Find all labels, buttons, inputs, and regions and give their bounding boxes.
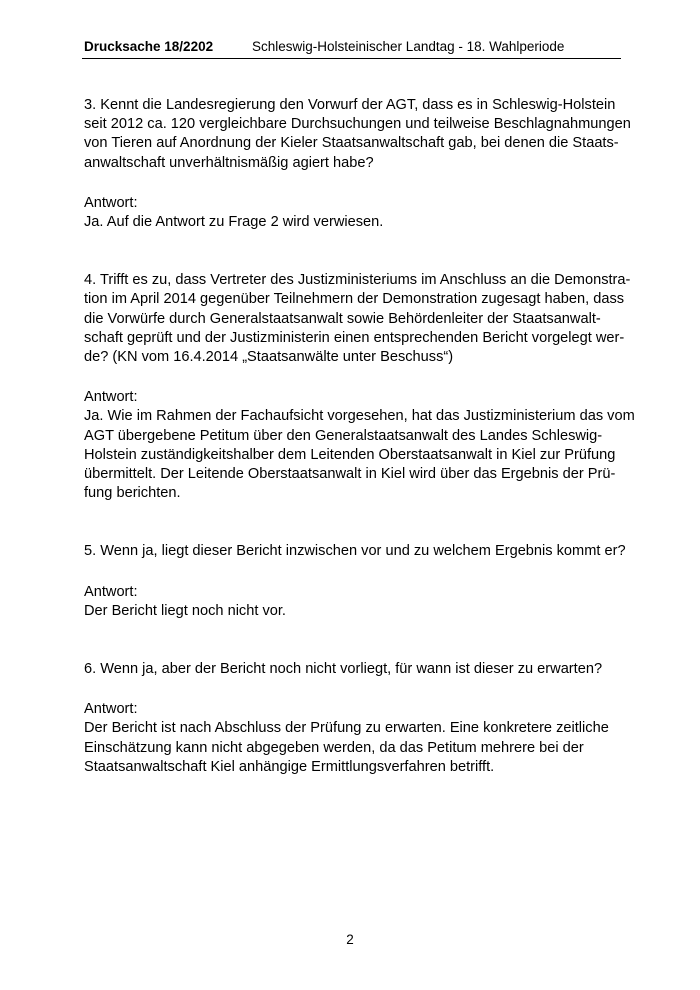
answer-line: Ja. Wie im Rahmen der Fachaufsicht vorgesehen, hat das Justizministerium das vom <box>84 408 635 425</box>
answer-3 <box>84 194 624 232</box>
answer-line: Der Bericht liegt noch nicht vor. <box>84 602 286 619</box>
page-header <box>82 36 621 59</box>
answer-6 <box>84 700 624 777</box>
answer-label: Antwort: <box>84 701 138 718</box>
answer-line: fung berichten. <box>84 485 181 502</box>
question-line: 6. Wenn ja, aber der Bericht noch nicht vorliegt, für wann ist dieser zu erwarten? <box>84 661 603 678</box>
document-body <box>84 96 635 777</box>
question-line: 4. Trifft es zu, dass Vertreter des Justizministeriums im Anschluss an die Demonstra- <box>84 272 631 289</box>
answer-line: übermittelt. Der Leitende Oberstaatsanwalt in Kiel wird über das Ergebnis der Prü- <box>84 466 616 483</box>
question-line: 5. Wenn ja, liegt dieser Bericht inzwischen vor und zu welchem Ergebnis kommt er? <box>84 543 626 560</box>
answer-line: Einschätzung kann nicht abgegeben werden, da das Petitum mehrere bei der <box>84 739 584 756</box>
parliament-title: Schleswig-Holsteinischer Landtag - 18. Wahlperiode <box>252 39 565 54</box>
answer-label: Antwort: <box>84 583 138 600</box>
question-6 <box>84 660 624 679</box>
answer-line: Der Bericht ist nach Abschluss der Prüfung zu erwarten. Eine konkretere zeitliche <box>84 720 609 737</box>
question-line: von Tieren auf Anordnung der Kieler Staatsanwaltschaft gab, bei denen die Staats- <box>84 135 619 152</box>
answer-5 <box>84 583 624 621</box>
answer-line: AGT übergebene Petitum über den Generalstaatsanwalt des Landes Schleswig- <box>84 427 603 444</box>
question-4 <box>84 271 631 367</box>
answer-4 <box>84 388 635 503</box>
page-number: 2 <box>346 932 354 947</box>
question-line: seit 2012 ca. 120 vergleichbare Durchsuchungen und teilweise Beschlagnahmungen <box>84 116 631 133</box>
question-line: 3. Kennt die Landesregierung den Vorwurf der AGT, dass es in Schleswig-Holstein <box>84 97 616 113</box>
answer-line: Holstein zuständigkeitshalber dem Leitenden Oberstaatsanwalt in Kiel zur Prüfung <box>84 446 616 463</box>
answer-line: Ja. Auf die Antwort zu Frage 2 wird verwiesen. <box>84 214 384 231</box>
answer-label: Antwort: <box>84 389 138 406</box>
answer-label: Antwort: <box>84 194 138 211</box>
question-3 <box>84 96 631 173</box>
answer-line: Staatsanwaltschaft Kiel anhängige Ermittlungsverfahren betrifft. <box>84 758 495 775</box>
document-number: Drucksache 18/2202 <box>84 39 214 54</box>
question-line: schaft geprüft und der Justizministerin einen entsprechenden Bericht vorgelegt wer- <box>84 329 625 346</box>
question-line: die Vorwürfe durch Generalstaatsanwalt sowie Behördenleiter der Staatsanwalt- <box>84 310 601 327</box>
question-5 <box>84 542 624 561</box>
question-line: tion im April 2014 gegenüber Teilnehmern der Demonstration zugesagt haben, dass <box>84 291 625 308</box>
question-line: de? (KN vom 16.4.2014 „Staatsanwälte unter Beschuss“) <box>84 349 454 366</box>
question-line: anwaltschaft unverhältnismäßig agiert habe? <box>84 154 374 171</box>
